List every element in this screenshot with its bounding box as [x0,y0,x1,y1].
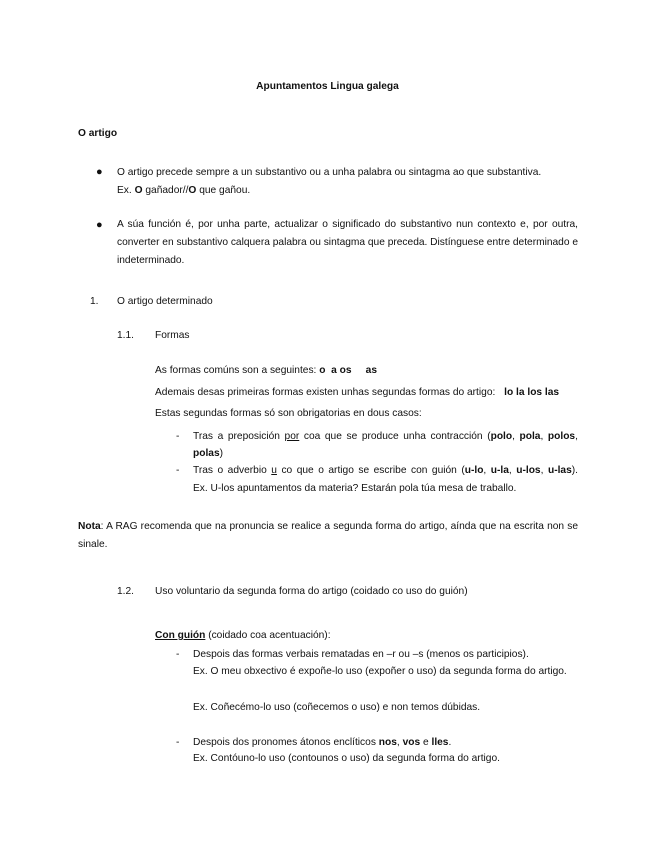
dash-marker: - [176,737,180,748]
section1-2-number: 1.2. [117,586,134,597]
con-guion-note: (coidado coa acentuación): [205,630,331,641]
verbal-forms-example1: Ex. O meu obxectivo é expoñe-lo uso (expoñer o uso) da segunda forma do artigo. [193,666,567,677]
dash-marker: - [176,465,180,476]
adverb-u: u [271,465,277,476]
rule-u-example: Ex. U-los apuntamentos da materia? Estarán pola túa mesa de traballo. [193,483,517,494]
hyphen-form: u-la [490,465,509,476]
second-forms: lo la los las [504,387,560,398]
forms-line2-prefix: Ademais desas primeiras formas existen unhas segundas formas do artigo: [155,387,496,398]
rule-por-line1 [193,430,578,443]
separator: e [420,737,429,748]
separator: , [512,431,515,442]
forms-line1 [155,364,377,377]
contraction-form: polas [193,448,220,459]
bullet-icon: ● [96,219,103,231]
separator: , [483,465,487,476]
hyphen-form: u-los [516,465,541,476]
example-text: gañador// [145,185,189,196]
note-text: : A RAG recomenda que na pronuncia se realice a segunda forma do artigo, aínda que na escrita non se sinale. [78,521,578,550]
article-form: O [134,185,143,196]
note-paragraph [78,518,578,554]
separator: ) [219,448,224,459]
separator: , [396,737,400,748]
bullet-icon: ● [96,166,103,178]
section1-1-number: 1.1. [117,330,134,341]
rule-text: co que o artigo se escribe con guión ( [281,465,465,476]
pronoun-example: Ex. Contóuno-lo uso (contounos o uso) da segunda forma do artigo. [193,753,500,764]
con-guion-label: Con guión [155,630,206,641]
article-form: O [188,185,197,196]
common-forms: o a os as [319,365,377,376]
hyphen-form: u-lo [464,465,484,476]
pronoun-form: vos [402,737,421,748]
forms-line1-prefix: As formas comúns son a seguintes: [155,365,317,376]
rule-text: Tras o adverbio [193,465,267,476]
con-guion-heading [155,629,331,642]
pronoun-form: nos [378,737,397,748]
separator: ). [571,465,578,476]
separator: , [540,431,544,442]
verbal-forms-example2: Ex. Coñecémo-lo uso (coñecemos o uso) e non temos dúbidas. [193,702,481,713]
section1-2-title: Uso voluntario da segunda forma do artigo (coidado co uso do guión) [155,586,468,597]
hyphen-form: u-las [547,465,572,476]
separator: . [448,737,452,748]
rule-u-line1 [193,464,578,477]
verbal-forms-rule: Despois das formas verbais rematadas en –r ou –s (menos os participios). [193,649,529,660]
contraction-form: pola [519,431,541,442]
section1-1-title: Formas [155,330,190,341]
separator: , [508,465,512,476]
dash-marker: - [176,649,180,660]
example-text: que gañou. [199,185,251,196]
separator: , [540,465,544,476]
section1-number: 1. [90,296,99,307]
bullet1-line1: O artigo precede sempre a un substantivo ou a unha palabra ou sintagma ao que substantiva. [117,167,542,178]
pronoun-form: lles [431,737,449,748]
preposition-por: por [284,431,300,442]
dash-marker: - [176,431,180,442]
rule-text: coa que se produce unha contracción ( [303,431,491,442]
document-title: Apuntamentos Lingua galega [256,81,399,92]
rule-text: Despois dos pronomes átonos enclíticos [193,737,376,748]
section-heading: O artigo [78,128,118,139]
bullet2-paragraph: A súa función é, por unha parte, actualizar o significado do substantivo nun contexto e, por outra, converter en substantivo calquera palabra ou sintagma que preceda. Distínguese entre determinado e indeterminado. [117,219,578,266]
pronoun-rule [193,736,451,749]
contraction-form: polos [547,431,576,442]
bullet1-example [117,184,250,197]
forms-line3: Estas segundas formas só son obrigatorias en dous casos: [155,408,422,419]
example-prefix: Ex. [117,185,132,196]
section1-title: O artigo determinado [117,296,213,307]
rule-text: Tras a preposición [193,431,280,442]
rule-por-line2 [193,447,223,460]
forms-line2 [155,386,559,399]
contraction-form: polo [490,431,513,442]
separator: , [575,431,578,442]
note-label: Nota [78,521,101,532]
